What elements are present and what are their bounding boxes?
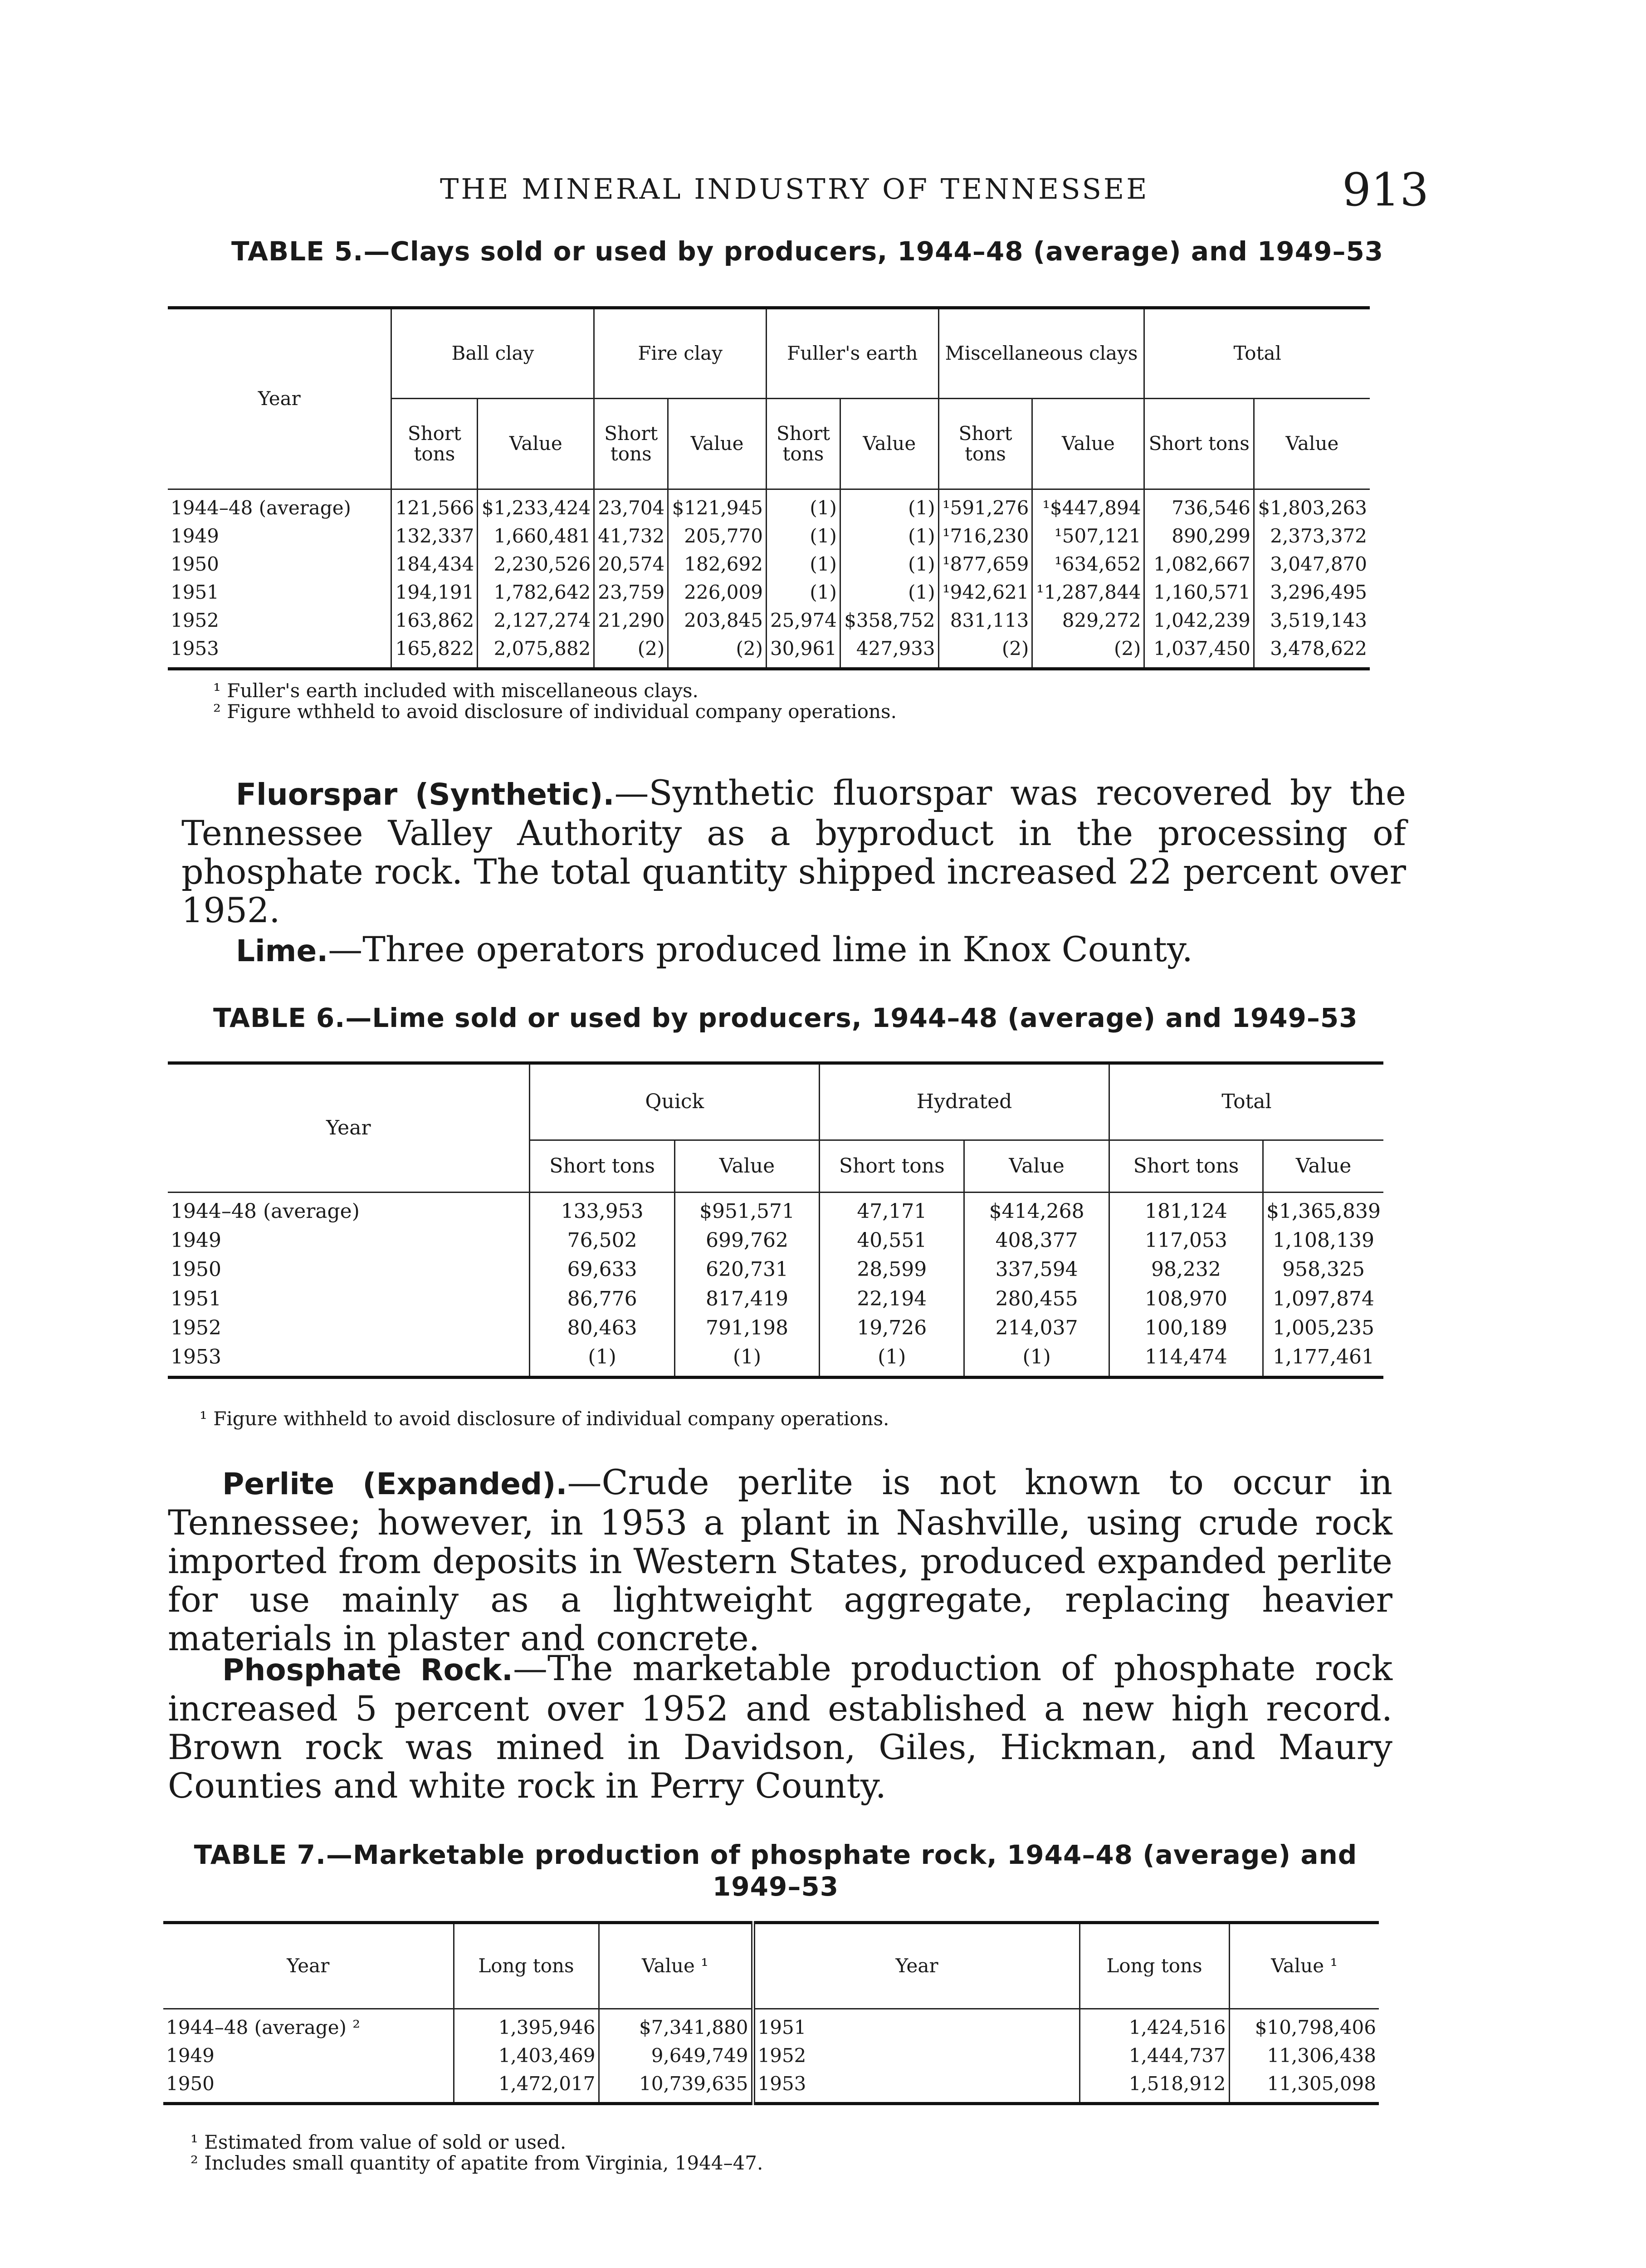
table5-value-cell: 182,692 — [668, 546, 767, 574]
perlite-paragraph — [168, 1463, 1392, 1657]
table6-value-cell: 791,198 — [674, 1310, 819, 1339]
table5-group-misc-clays: Miscellaneous clays — [938, 308, 1144, 399]
table6-value-cell: (1) — [530, 1339, 674, 1378]
table6-row — [168, 1222, 1383, 1251]
table6-col-value: Value — [1263, 1140, 1383, 1193]
table7-value-cell: $7,341,880 — [599, 2009, 753, 2038]
table5-value-cell: 427,933 — [840, 631, 938, 669]
table6-year-header: Year — [168, 1063, 530, 1193]
phosphate-text: —The marketable production of phosphate rock increased 5 percent over 1952 and established a new high record. Brown rock was mined in Davidson, Giles, Hickman, and Maury Counties and white rock in Perry County. — [168, 1648, 1393, 1806]
table7-value-cell: 10,739,635 — [599, 2066, 753, 2104]
table6-col-short-tons: Short tons — [530, 1140, 674, 1193]
page-number: 913 — [1342, 163, 1429, 216]
table6-year-cell: 1952 — [171, 1316, 221, 1339]
table5-value-cell: 2,373,372 — [1254, 518, 1370, 546]
running-head — [168, 163, 1429, 216]
table7-header-value-2: Value ¹ — [1229, 1923, 1379, 2009]
table5-value-cell: $121,945 — [668, 489, 767, 518]
table5-value-cell: 30,961 — [766, 631, 840, 669]
table6-row — [168, 1281, 1383, 1310]
table5 — [168, 306, 1370, 670]
table5-year-cell: 1952 — [171, 609, 219, 632]
table5-value-cell: 25,974 — [766, 602, 840, 631]
running-title: THE MINERAL INDUSTRY OF TENNESSEE — [440, 172, 1149, 205]
table5-year-header: Year — [168, 308, 391, 489]
table7-value-cell: 11,306,438 — [1229, 2038, 1379, 2066]
table6-year-cell: 1944–48 (average) — [171, 1200, 360, 1223]
table5-value-cell: (1) — [766, 546, 840, 574]
table6-value-cell: 100,189 — [1109, 1310, 1263, 1339]
table7-footnote-2: ² Includes small quantity of apatite from Virginia, 1944–47. — [190, 2152, 763, 2174]
lime-text: —Three operators produced lime in Knox County. — [328, 929, 1193, 969]
table5-value-cell: $358,752 — [840, 602, 938, 631]
table5-col-short-tons: Short tons — [938, 399, 1032, 489]
table7-value-cell: $10,798,406 — [1229, 2009, 1379, 2038]
table7-value-cell: 1,518,912 — [1079, 2066, 1229, 2104]
table7 — [163, 1921, 1379, 2105]
table5-value-cell: 1,782,642 — [478, 574, 594, 602]
table5-year-cell: 1951 — [171, 581, 219, 604]
table6-value-cell: 86,776 — [530, 1281, 674, 1310]
table5-col-value: Value — [840, 399, 938, 489]
table6-value-cell: 280,455 — [964, 1281, 1109, 1310]
table6-row — [168, 1339, 1383, 1378]
table6-value-cell: $414,268 — [964, 1193, 1109, 1222]
table5-col-value: Value — [668, 399, 767, 489]
table6-value-cell: 98,232 — [1109, 1251, 1263, 1280]
table5-value-cell: ¹634,652 — [1032, 546, 1144, 574]
table7-year-cell: 1953 — [753, 2066, 1079, 2104]
fluorspar-paragraph — [181, 773, 1406, 929]
table7-value-cell: 11,305,098 — [1229, 2066, 1379, 2104]
table5-value-cell: 1,160,571 — [1144, 574, 1254, 602]
table7-caption-line2: 1949–53 — [712, 1871, 839, 1902]
table6-value-cell: 47,171 — [820, 1193, 964, 1222]
table6-year-cell: 1949 — [171, 1229, 221, 1252]
table6-col-value: Value — [964, 1140, 1109, 1193]
table5-value-cell: 20,574 — [594, 546, 668, 574]
table6-value-cell: 620,731 — [674, 1251, 819, 1280]
table7-row — [163, 2038, 1379, 2066]
table5-row — [168, 574, 1370, 602]
table6-value-cell: (1) — [820, 1339, 964, 1378]
table6-footnote-1: ¹ Figure withheld to avoid disclosure of individual company operations. — [200, 1408, 889, 1430]
table6-value-cell: 817,419 — [674, 1281, 819, 1310]
table7-year-cell: 1951 — [757, 2016, 806, 2038]
table6-value-cell: 80,463 — [530, 1310, 674, 1339]
lime-paragraph — [181, 930, 1406, 970]
table5-value-cell: ¹942,621 — [938, 574, 1032, 602]
table6-value-cell: 1,097,874 — [1263, 1281, 1383, 1310]
table6-year-cell: 1950 — [171, 1258, 221, 1281]
table6-col-short-tons: Short tons — [1109, 1140, 1263, 1193]
table5-value-cell: $1,233,424 — [478, 489, 594, 518]
table5-value-cell: 3,519,143 — [1254, 602, 1370, 631]
table5-value-cell: 121,566 — [391, 489, 478, 518]
table6-value-cell: 408,377 — [964, 1222, 1109, 1251]
table6-group-total: Total — [1109, 1063, 1383, 1140]
table5-value-cell: ¹591,276 — [938, 489, 1032, 518]
table6-value-cell: $1,365,839 — [1263, 1193, 1383, 1222]
table7-year-cell: 1944–48 (average) ² — [166, 2016, 361, 2038]
table5-value-cell: 194,191 — [391, 574, 478, 602]
table5-value-cell: $1,803,263 — [1254, 489, 1370, 518]
table7-value-cell: 1,424,516 — [1079, 2009, 1229, 2038]
phosphate-paragraph — [168, 1649, 1392, 1805]
table5-value-cell: 1,082,667 — [1144, 546, 1254, 574]
table7-value-cell: 1,403,469 — [454, 2038, 599, 2066]
table7-footnote-1: ¹ Estimated from value of sold or used. — [190, 2131, 567, 2153]
table6-value-cell: 699,762 — [674, 1222, 819, 1251]
table6-value-cell: 337,594 — [964, 1251, 1109, 1280]
table6-value-cell: $951,571 — [674, 1193, 819, 1222]
table5-row — [168, 546, 1370, 574]
fluorspar-heading: Fluorspar (Synthetic). — [236, 777, 615, 812]
table5-row — [168, 518, 1370, 546]
table5-col-short-tons: Short tons — [766, 399, 840, 489]
table5-group-total: Total — [1144, 308, 1370, 399]
table6-value-cell: 19,726 — [820, 1310, 964, 1339]
table6-row — [168, 1251, 1383, 1280]
table5-year-cell: 1953 — [168, 631, 391, 669]
table5-value-cell: 1,660,481 — [478, 518, 594, 546]
table7-value-cell: 9,649,749 — [599, 2038, 753, 2066]
table5-value-cell: ¹$447,894 — [1032, 489, 1144, 518]
table6-value-cell: 114,474 — [1109, 1339, 1263, 1378]
table5-value-cell: 1,042,239 — [1144, 602, 1254, 631]
table6-value-cell: (1) — [964, 1339, 1109, 1378]
table5-value-cell: (2) — [668, 631, 767, 669]
table5-year-cell: 1944–48 (average) — [171, 497, 351, 519]
table5-value-cell: 165,822 — [391, 631, 478, 669]
table6-group-quick: Quick — [530, 1063, 820, 1140]
table5-value-cell: (1) — [840, 518, 938, 546]
table5-row — [168, 631, 1370, 669]
table5-value-cell: 1,037,450 — [1144, 631, 1254, 669]
table7-year-cell: 1952 — [757, 2044, 806, 2067]
table5-value-cell: ¹507,121 — [1032, 518, 1144, 546]
table6-value-cell: 1,005,235 — [1263, 1310, 1383, 1339]
table5-value-cell: 21,290 — [594, 602, 668, 631]
table5-group-fullers-earth: Fuller's earth — [766, 308, 938, 399]
table5-value-cell: ¹716,230 — [938, 518, 1032, 546]
table5-value-cell: 3,478,622 — [1254, 631, 1370, 669]
table5-group-fire-clay: Fire clay — [594, 308, 767, 399]
table5-year-cell: 1950 — [171, 553, 219, 576]
table5-col-short-tons: Short tons — [391, 399, 478, 489]
table6-year-cell: 1951 — [171, 1287, 221, 1310]
table6-value-cell: 181,124 — [1109, 1193, 1263, 1222]
table6-value-cell: 28,599 — [820, 1251, 964, 1280]
table7-year-cell: 1950 — [163, 2066, 454, 2104]
table5-year-cell: 1949 — [171, 525, 219, 547]
table5-col-value: Value — [1032, 399, 1144, 489]
table5-value-cell: (1) — [840, 574, 938, 602]
table5-value-cell: (1) — [766, 518, 840, 546]
table5-footnote-1: ¹ Fuller's earth included with miscellaneous clays. — [213, 679, 698, 702]
table6-value-cell: 69,633 — [530, 1251, 674, 1280]
table5-value-cell: 184,434 — [391, 546, 478, 574]
table5-value-cell: 831,113 — [938, 602, 1032, 631]
phosphate-heading: Phosphate Rock. — [222, 1652, 513, 1687]
table6-value-cell: 133,953 — [530, 1193, 674, 1222]
table5-value-cell: 41,732 — [594, 518, 668, 546]
table6-caption: TABLE 6.—Lime sold or used by producers, 1944–48 (average) and 1949–53 — [213, 1002, 1358, 1033]
table5-value-cell: 2,230,526 — [478, 546, 594, 574]
table5-value-cell: (2) — [1032, 631, 1144, 669]
table5-caption: TABLE 5.—Clays sold or used by producers, 1944–48 (average) and 1949–53 — [231, 236, 1384, 267]
table7-year-cell: 1949 — [166, 2044, 215, 2067]
table6 — [168, 1061, 1383, 1379]
table7-header-year-2: Year — [753, 1923, 1079, 2009]
table5-value-cell: (1) — [766, 574, 840, 602]
table6-value-cell: 108,970 — [1109, 1281, 1263, 1310]
table6-value-cell: 117,053 — [1109, 1222, 1263, 1251]
table5-row — [168, 489, 1370, 518]
table6-value-cell: 214,037 — [964, 1310, 1109, 1339]
table7-row — [163, 2009, 1379, 2038]
table6-col-short-tons: Short tons — [820, 1140, 964, 1193]
table5-value-cell: (1) — [840, 546, 938, 574]
table5-value-cell: (2) — [938, 631, 1032, 669]
table5-value-cell: (1) — [766, 489, 840, 518]
perlite-heading: Perlite (Expanded). — [222, 1466, 567, 1501]
lime-heading: Lime. — [236, 934, 328, 968]
table7-header-long-tons: Long tons — [454, 1923, 599, 2009]
table5-value-cell: 736,546 — [1144, 489, 1254, 518]
table6-value-cell: (1) — [674, 1339, 819, 1378]
table5-value-cell: (2) — [594, 631, 668, 669]
table7-row — [163, 2066, 1379, 2104]
table6-col-value: Value — [674, 1140, 819, 1193]
table5-value-cell: (1) — [840, 489, 938, 518]
table6-group-hydrated: Hydrated — [820, 1063, 1109, 1140]
table6-row — [168, 1193, 1383, 1222]
table7-value-cell: 1,444,737 — [1079, 2038, 1229, 2066]
table5-value-cell: 890,299 — [1144, 518, 1254, 546]
table6-value-cell: 1,177,461 — [1263, 1339, 1383, 1378]
table7-header-year: Year — [163, 1923, 454, 2009]
table5-row — [168, 602, 1370, 631]
table6-value-cell: 958,325 — [1263, 1251, 1383, 1280]
table5-value-cell: 23,704 — [594, 489, 668, 518]
table5-value-cell: 2,127,274 — [478, 602, 594, 631]
table6-row — [168, 1310, 1383, 1339]
table6-value-cell: 76,502 — [530, 1222, 674, 1251]
table7-header-value: Value ¹ — [599, 1923, 753, 2009]
table6-year-cell: 1953 — [168, 1339, 530, 1378]
table6-value-cell: 22,194 — [820, 1281, 964, 1310]
table5-group-ball-clay: Ball clay — [391, 308, 594, 399]
table5-value-cell: 23,759 — [594, 574, 668, 602]
table5-value-cell: 163,862 — [391, 602, 478, 631]
table6-value-cell: 1,108,139 — [1263, 1222, 1383, 1251]
table5-value-cell: 3,047,870 — [1254, 546, 1370, 574]
table5-value-cell: ¹1,287,844 — [1032, 574, 1144, 602]
table5-value-cell: 829,272 — [1032, 602, 1144, 631]
table7-caption-line1: TABLE 7.—Marketable production of phosphate rock, 1944–48 (average) and — [194, 1839, 1358, 1870]
table5-value-cell: 203,845 — [668, 602, 767, 631]
table5-value-cell: 132,337 — [391, 518, 478, 546]
perlite-text: —Crude perlite is not known to occur in Tennessee; however, in 1953 a plant in Nashville, using crude rock imported from deposits in Western States, produced expanded perlite for use mainly as a lightweight aggregate, replacing heavier materials in plaster and concrete. — [168, 1462, 1392, 1658]
table7-value-cell: 1,395,946 — [454, 2009, 599, 2038]
table5-value-cell: 2,075,882 — [478, 631, 594, 669]
table5-value-cell: 3,296,495 — [1254, 574, 1370, 602]
fluorspar-text: —Synthetic fluorspar was recovered by the Tennessee Valley Authority as a byproduct in the processing of phosphate rock. The total quantity shipped increased 22 percent over 1952. — [181, 772, 1407, 930]
table7-value-cell: 1,472,017 — [454, 2066, 599, 2104]
table5-value-cell: 205,770 — [668, 518, 767, 546]
table5-footnote-2: ² Figure wthheld to avoid disclosure of individual company operations. — [213, 700, 897, 723]
table5-col-short-tons: Short tons — [594, 399, 668, 489]
table5-value-cell: 226,009 — [668, 574, 767, 602]
table7-header-long-tons-2: Long tons — [1079, 1923, 1229, 2009]
table5-col-value: Value — [1254, 399, 1370, 489]
table5-col-short-tons: Short tons — [1144, 399, 1254, 489]
table5-value-cell: ¹877,659 — [938, 546, 1032, 574]
table6-value-cell: 40,551 — [820, 1222, 964, 1251]
table5-col-value: Value — [478, 399, 594, 489]
